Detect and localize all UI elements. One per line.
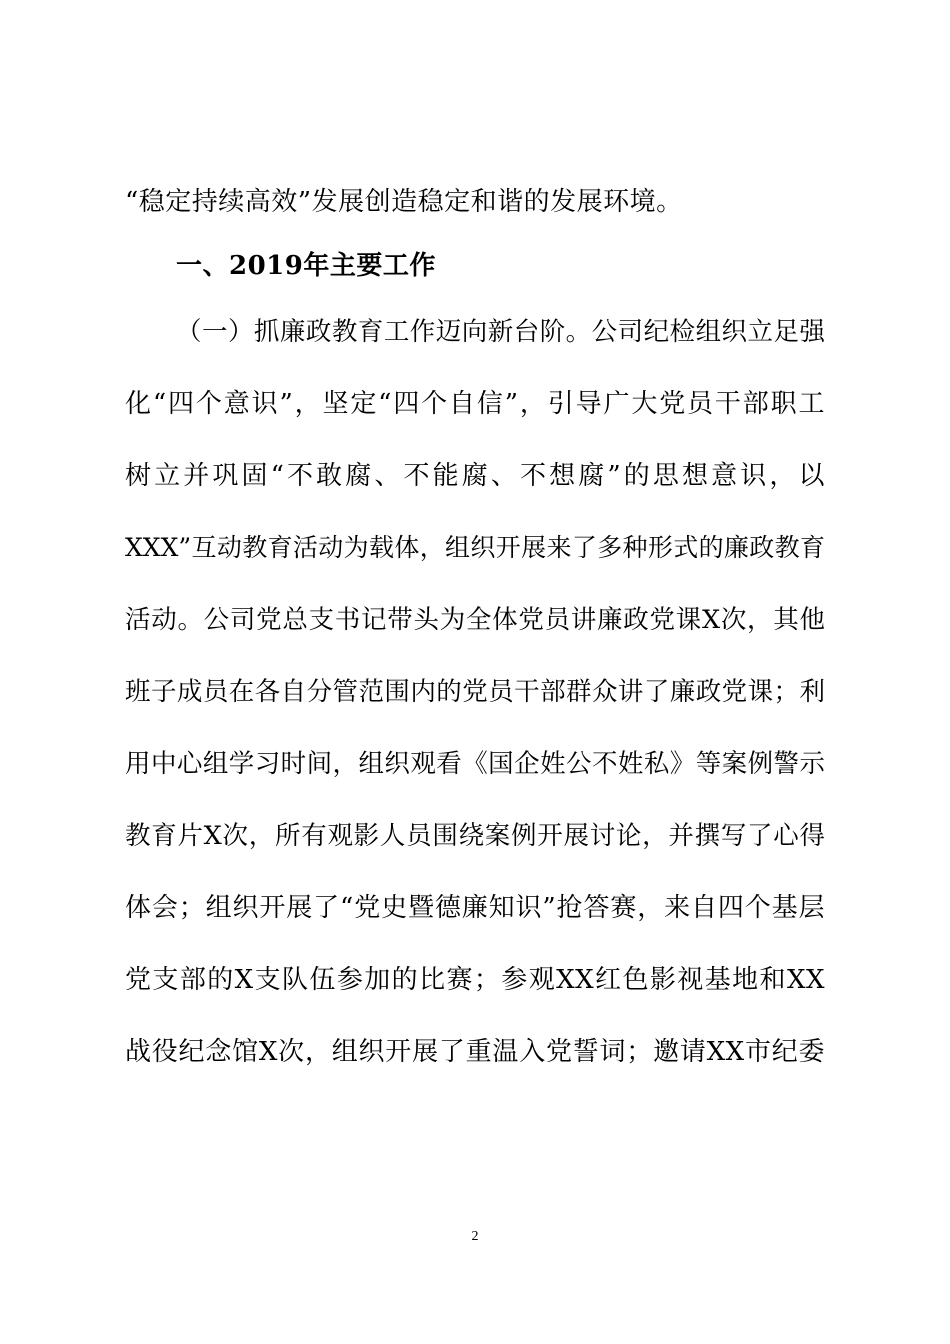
text-line-9: 用中心组学习时间，组织观看《国企姓公不姓私》等案例警示	[125, 749, 825, 779]
text-line-12: 党支部的X支队伍参加的比赛；参观XX红色影视基地和XX	[125, 965, 825, 995]
page-number: 2	[471, 1229, 479, 1244]
text-line-7: 活动。公司党总支书记带头为全体党员讲廉政党课X次，其他	[125, 605, 825, 635]
text-line-1: “稳定持续高效”发展创造稳定和谐的发展环境。	[125, 187, 683, 217]
text-line-6: XXX”互动教育活动为载体，组织开展来了多种形式的廉政教育	[125, 533, 825, 562]
section-heading: 一、2019年主要工作	[176, 251, 436, 281]
text-line-11: 体会；组织开展了“党史暨德廉知识”抢答赛，来自四个基层	[125, 893, 825, 923]
text-line-10: 教育片X次，所有观影人员围绕案例开展讨论，并撰写了心得	[125, 821, 825, 851]
text-line-3: （一）抓廉政教育工作迈向新台阶。公司纪检组织立足强	[176, 317, 825, 347]
text-line-5: 树立并巩固“不敢腐、不能腐、不想腐”的思想意识，以	[125, 461, 825, 491]
text-line-8: 班子成员在各自分管范围内的党员干部群众讲了廉政党课；利	[125, 677, 825, 707]
text-line-13: 战役纪念馆X次，组织开展了重温入党誓词；邀请XX市纪委	[125, 1037, 825, 1067]
text-line-4: 化“四个意识”，坚定“四个自信”，引导广大党员干部职工	[125, 389, 825, 419]
